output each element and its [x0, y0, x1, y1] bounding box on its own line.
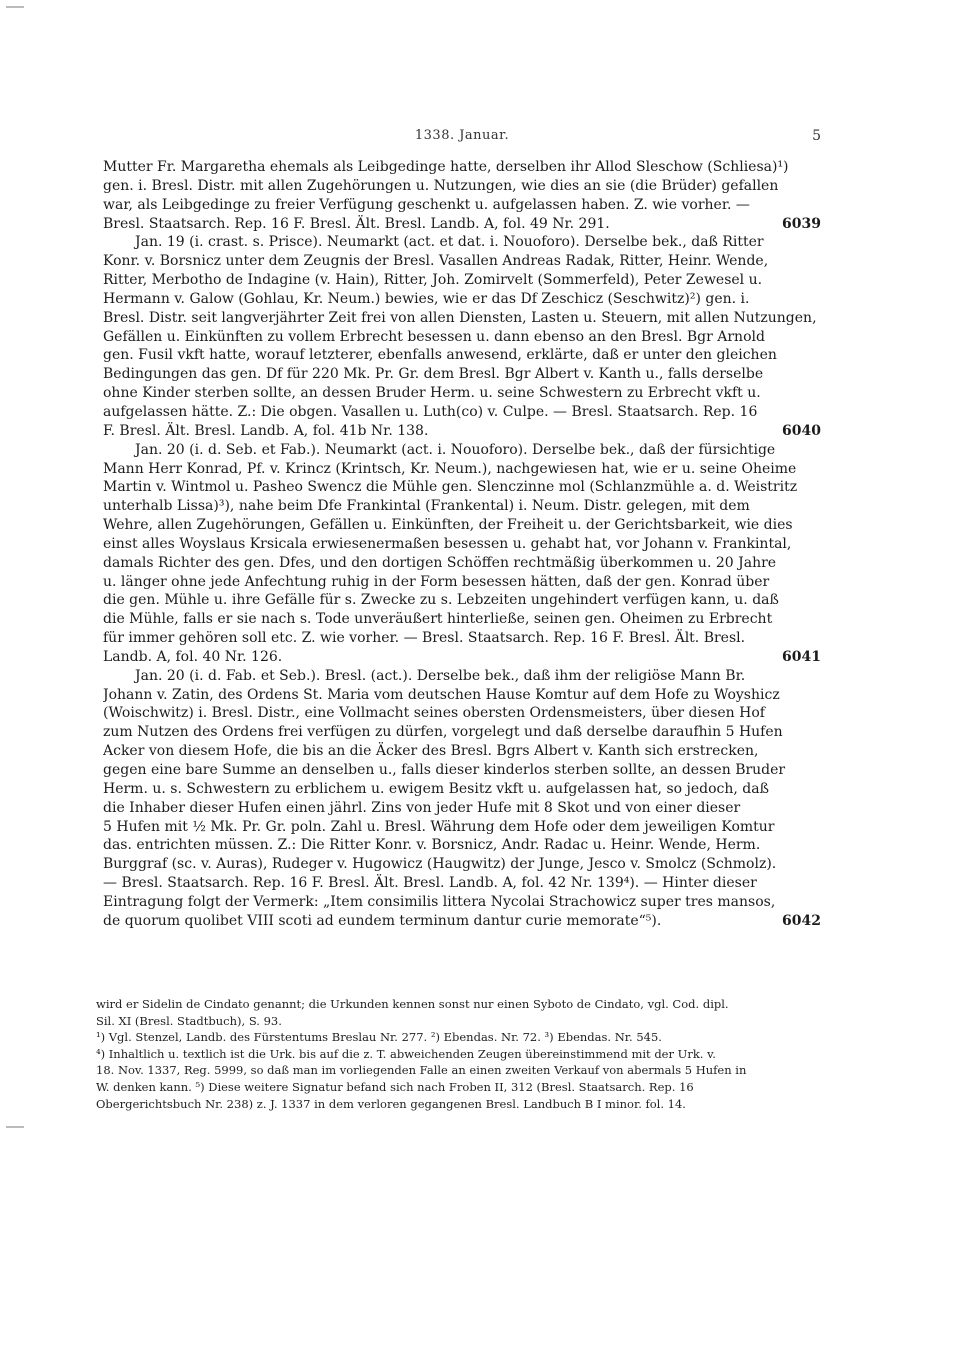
text-line: Gefällen u. Einkünften zu vollem Erbrecht besessen u. dann ebenso an den Bresl. Bgr Arnold	[103, 328, 765, 345]
text-line: gen. i. Bresl. Distr. mit allen Zugehörungen u. Nutzungen, wie dies an sie (die Brüder) gefallen	[103, 177, 779, 194]
footnote-line: 18. Nov. 1337, Reg. 5999, so daß man im vorliegenden Falle an einen zweiten Verkauf von abermals 5 Hufen in	[96, 1063, 747, 1078]
text-line: (Woischwitz) i. Bresl. Distr., eine Vollmacht seines obersten Ordensmeisters, über diesen Hof	[103, 705, 765, 722]
text-line: Jan. 20 (i. d. Fab. et Seb.). Bresl. (act.). Derselbe bek., daß ihm der religiöse Mann Br.	[135, 667, 746, 684]
text-line: Bresl. Distr. seit langverjährter Zeit frei von allen Diensten, Lasten u. Steuern, mit allen Nutzungen,	[103, 309, 817, 326]
text-line: Johann v. Zatin, des Ordens St. Maria vom deutschen Hause Komtur auf dem Hofe zu Woyshicz	[103, 686, 780, 703]
text-line: damals Richter des gen. Dfes, und den dortigen Schöffen rechtmäßig überkommen u. 20 Jahre	[103, 554, 777, 571]
page-number: 5	[812, 128, 821, 144]
running-head-title: 1338. Januar.	[414, 128, 510, 143]
text-line: Martin v. Wintmol u. Pasheo Swencz die Mühle gen. Slenczinne mol (Schlanzmühle a. d. Weistritz	[103, 479, 798, 496]
running-head	[103, 128, 821, 148]
document-number: 6039	[782, 215, 821, 232]
footnote-line: W. denken kann. ⁵) Diese weitere Signatur befand sich nach Froben II, 312 (Bresl. Staatsarch. Rep. 16	[96, 1079, 694, 1094]
text-line: einst alles Woyslaus Krsicala erwiesenermaßen besessen u. gehabt hat, vor Johann v. Frankintal,	[103, 535, 792, 552]
document-number: 6041	[782, 648, 821, 665]
text-line: ohne Kinder sterben sollte, an dessen Bruder Herm. u. seine Schwestern zu Erbrecht vkft u.	[103, 385, 761, 402]
text-line: unterhalb Lissa)³), nahe beim Dfe Frankintal (Frankental) i. Neum. Distr. gelegen, mit dem	[103, 498, 750, 515]
text-line: Jan. 20 (i. d. Seb. et Fab.). Neumarkt (act. i. Nouoforo). Derselbe bek., daß der fürsichtige	[135, 441, 776, 458]
text-line: Burggraf (sc. v. Auras), Rudeger v. Hugowicz (Haugwitz) der Junge, Jesco v. Smolcz (Schmolz).	[103, 856, 777, 873]
text-line: Wehre, allen Zugehörungen, Gefällen u. Einkünften, der Freiheit u. der Gerichtsbarkeit, wie dies	[103, 517, 793, 534]
text-line: die gen. Mühle u. ihre Gefälle für s. Zwecke zu s. Lebzeiten ungehindert verfügen kann, u. daß	[103, 592, 779, 609]
document-number: 6042	[782, 912, 821, 929]
text-line: für immer gehören soll etc. Z. wie vorher. — Bresl. Staatsarch. Rep. 16 F. Bresl. Ält. Bresl.	[103, 630, 746, 647]
footnote-line: ¹) Vgl. Stenzel, Landb. des Fürstentums Breslau Nr. 277. ²) Ebendas. Nr. 72. ³) Ebendas. Nr. 545.	[96, 1030, 662, 1045]
footnote-line: wird er Sidelin de Cindato genannt; die Urkunden kennen sonst nur einen Syboto de Cindato, vgl. Cod. dipl.	[96, 997, 729, 1011]
text-line: aufgelassen hätte. Z.: Die obgen. Vasallen u. Luth(co) v. Culpe. — Bresl. Staatsarch. Rep. 16	[103, 403, 758, 420]
text-line: Jan. 19 (i. crast. s. Prisce). Neumarkt (act. et dat. i. Nouoforo). Derselbe bek., daß Ritter	[135, 234, 764, 251]
text-line: F. Bresl. Ält. Bresl. Landb. A, fol. 41b Nr. 138. 6040	[103, 422, 821, 439]
text-line: Landb. A, fol. 40 Nr. 126. 6041	[103, 648, 821, 665]
scan-margin-mark	[6, 6, 24, 8]
text-line: Mutter Fr. Margaretha ehemals als Leibgedinge hatte, derselben ihr Allod Sleschow (Schliesa)¹)	[103, 159, 789, 175]
scan-margin-mark	[6, 1126, 24, 1128]
footnotes	[96, 996, 818, 1112]
footnote-line: Sil. XI (Bresl. Stadtbuch), S. 93.	[96, 1013, 282, 1028]
text-line: Mann Herr Konrad, Pf. v. Krincz (Krintsch, Kr. Neum.), nachgewiesen hat, wie er u. seine Oheime	[103, 460, 797, 477]
text-line: die Inhaber dieser Hufen einen jährl. Zins von jeder Hufe mit 8 Skot und von einer dieser	[103, 799, 741, 816]
text-line: die Mühle, falls er sie nach s. Tode unveräußert hinterließe, seinen gen. Oheimen zu Erbrecht	[103, 611, 773, 628]
text-line: das. entrichten müssen. Z.: Die Ritter Konr. v. Borsnicz, Andr. Radac u. Heinr. Wende, Herm.	[103, 837, 761, 854]
text-line: de quorum quolibet VIII scoti ad eundem terminum dantur curie memorate“⁵). 6042	[103, 912, 821, 929]
footnote-line: ⁴) Inhaltlich u. textlich ist die Urk. bis auf die z. T. abweichenden Zeugen übereinstimmend mit der Urk. v.	[96, 1046, 716, 1061]
text-line: 5 Hufen mit ½ Mk. Pr. Gr. poln. Zahl u. Bresl. Währung dem Hofe oder dem jeweiligen Komtur	[103, 818, 775, 835]
text-line: zum Nutzen des Ordens frei verfügen zu dürfen, vorgelegt und daß derselbe daraufhin 5 Hufen	[103, 724, 783, 741]
text-line: gen. Fusil vkft hatte, worauf letzterer, ebenfalls anwesend, erklärte, daß er unter den gleichen	[103, 347, 777, 364]
footnote-line: Obergerichtsbuch Nr. 238) z. J. 1337 in dem verloren gegangenen Bresl. Landbuch B I minor. fol. 14.	[96, 1096, 686, 1111]
text-line: Acker von diesem Hofe, die bis an die Äcker des Bresl. Bgrs Albert v. Kanth sich erstrecken,	[103, 743, 759, 760]
text-line: Konr. v. Borsnicz unter dem Zeugnis der Bresl. Vasallen Andreas Radak, Ritter, Heinr. Wende,	[103, 253, 769, 270]
text-line: war, als Leibgedinge zu freier Verfügung geschenkt u. aufgelassen haben. Z. wie vorher. —	[103, 196, 750, 213]
text-line: Ritter, Merbotho de Indagine (v. Hain), Ritter, Joh. Zomirvelt (Sommerfeld), Peter Zewesel u.	[103, 272, 763, 289]
text-line: Hermann v. Galow (Gohlau, Kr. Neum.) bewies, wie er das Df Zeschicz (Seschwitz)²) gen. i.	[103, 290, 750, 307]
text-line: Eintragung folgt der Vermerk: „Item consimilis littera Nycolai Strachowicz super tres mansos,	[103, 893, 776, 910]
text-line: — Bresl. Staatsarch. Rep. 16 F. Bresl. Ält. Bresl. Landb. A, fol. 42 Nr. 139⁴). — Hinter dieser	[103, 875, 757, 892]
text-line: Bresl. Staatsarch. Rep. 16 F. Bresl. Ält. Bresl. Landb. A, fol. 49 Nr. 291. 6039	[103, 215, 821, 232]
text-line: u. länger ohne jede Anfechtung ruhig in der Form besessen hätten, daß der gen. Konrad über	[103, 573, 770, 590]
document-number: 6040	[782, 422, 821, 439]
body-text	[103, 158, 821, 931]
text-line: gegen eine bare Summe an denselben u., falls dieser kinderlos sterben sollte, an dessen Bruder	[103, 762, 786, 778]
text-line: Bedingungen das gen. Df für 220 Mk. Pr. Gr. dem Bresl. Bgr Albert v. Kanth u., falls derselbe	[103, 366, 764, 383]
text-line: Herm. u. s. Schwestern zu erblichem u. ewigem Besitz vkft u. aufgelassen hat, so jedoch, daß	[103, 780, 769, 797]
